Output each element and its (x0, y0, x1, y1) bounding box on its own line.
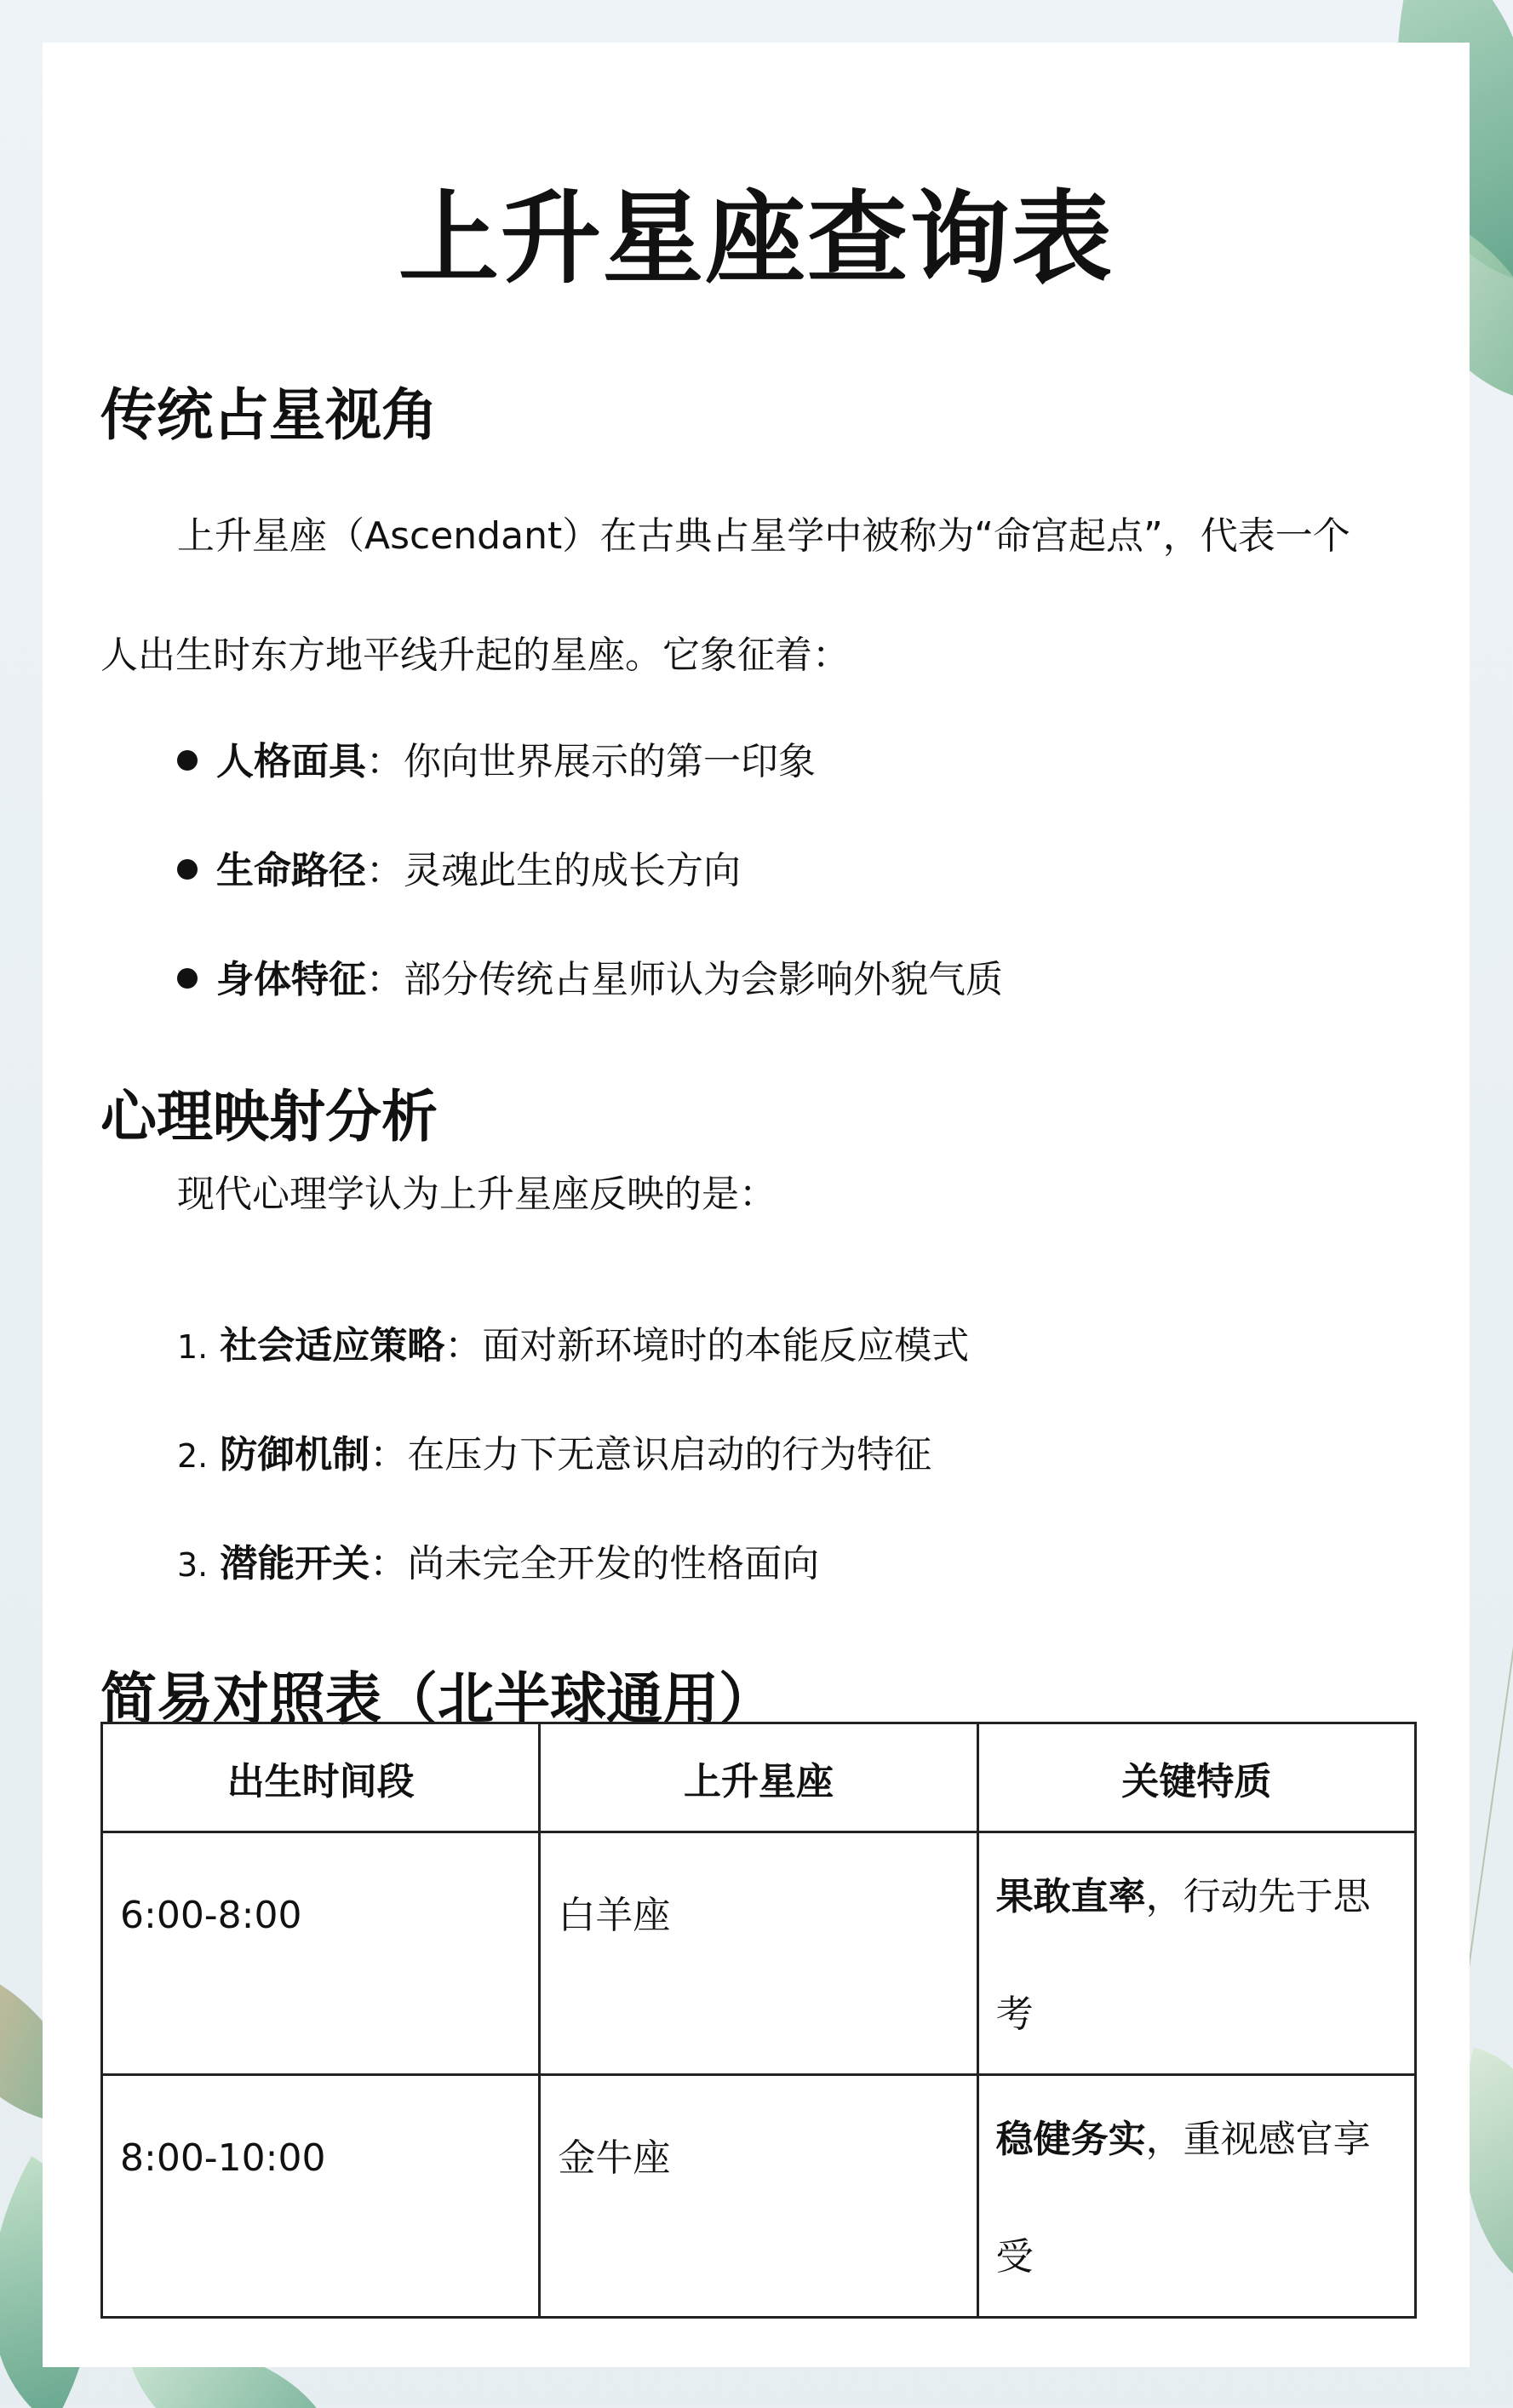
page-title: 上升星座查询表 (398, 180, 1114, 297)
trait-rest: ，行动先于思考 (995, 1875, 1371, 2036)
column-header-traits: 关键特质 (977, 1723, 1415, 1832)
item-number: 1. (177, 1328, 209, 1366)
sprig-decoration-icon (1466, 1577, 1513, 1982)
cell-ascendant: 金牛座 (540, 2075, 977, 2318)
item-number: 3. (177, 1546, 209, 1584)
section-heading-traditional: 传统占星视角 (100, 382, 438, 448)
item-term: 人格面具 (216, 740, 366, 783)
bullet-icon (177, 968, 198, 989)
list-item (177, 1316, 969, 1425)
column-header-birth-time: 出生时间段 (102, 1723, 540, 1832)
traditional-paragraph (100, 507, 1454, 677)
bullet-icon (177, 859, 198, 880)
ascendant-lookup-table (100, 1722, 1417, 2319)
item-term: 潜能开关 (220, 1542, 370, 1585)
list-item (177, 732, 1003, 841)
cell-birth-time: 6:00-8:00 (102, 1832, 540, 2075)
item-term: 防御机制 (220, 1433, 370, 1476)
item-desc: ：灵魂此生的成长方向 (366, 849, 741, 892)
table-header-row (102, 1723, 1416, 1832)
item-term: 身体特征 (216, 958, 366, 1001)
item-term: 生命路径 (216, 849, 366, 892)
item-desc: ：尚未完全开发的性格面向 (370, 1542, 820, 1585)
item-desc: ：部分传统占星师认为会影响外貌气质 (366, 958, 1003, 1001)
document-page (43, 43, 1470, 2367)
psychology-numbered-list (177, 1316, 969, 1643)
list-item (177, 1534, 969, 1643)
list-item (177, 841, 1003, 950)
trait-rest: ，重视感官享受 (995, 2118, 1371, 2279)
section-heading-table: 简易对照表（北半球通用） (100, 1666, 775, 1732)
table-row (102, 2075, 1416, 2318)
cell-traits (977, 2075, 1415, 2318)
item-desc: ：你向世界展示的第一印象 (366, 740, 816, 783)
table-row (102, 1832, 1416, 2075)
bullet-icon (177, 750, 198, 771)
item-desc: ：在压力下无意识启动的行为特征 (370, 1433, 932, 1476)
trait-bold: 果敢直率 (995, 1875, 1146, 1918)
cell-traits (977, 1832, 1415, 2075)
item-term: 社会适应策略 (220, 1324, 445, 1367)
paragraph-line: 上升星座（Ascendant）在古典占星学中被称为“命宫起点”，代表一个 (177, 514, 1350, 558)
cell-ascendant: 白羊座 (540, 1832, 977, 2075)
list-item (177, 1425, 969, 1534)
column-header-ascendant: 上升星座 (540, 1723, 977, 1832)
item-number: 2. (177, 1437, 209, 1475)
item-desc: ：面对新环境时的本能反应模式 (444, 1324, 970, 1367)
cell-birth-time: 8:00-10:00 (102, 2075, 540, 2318)
trait-bold: 稳健务实 (995, 2118, 1146, 2161)
psychology-intro: 现代心理学认为上升星座反映的是： (177, 1172, 777, 1216)
list-item (177, 950, 1003, 1059)
section-heading-psychology: 心理映射分析 (100, 1084, 438, 1150)
paragraph-line: 人出生时东方地平线升起的星座。它象征着： (100, 634, 850, 677)
traditional-bullet-list (177, 732, 1003, 1059)
